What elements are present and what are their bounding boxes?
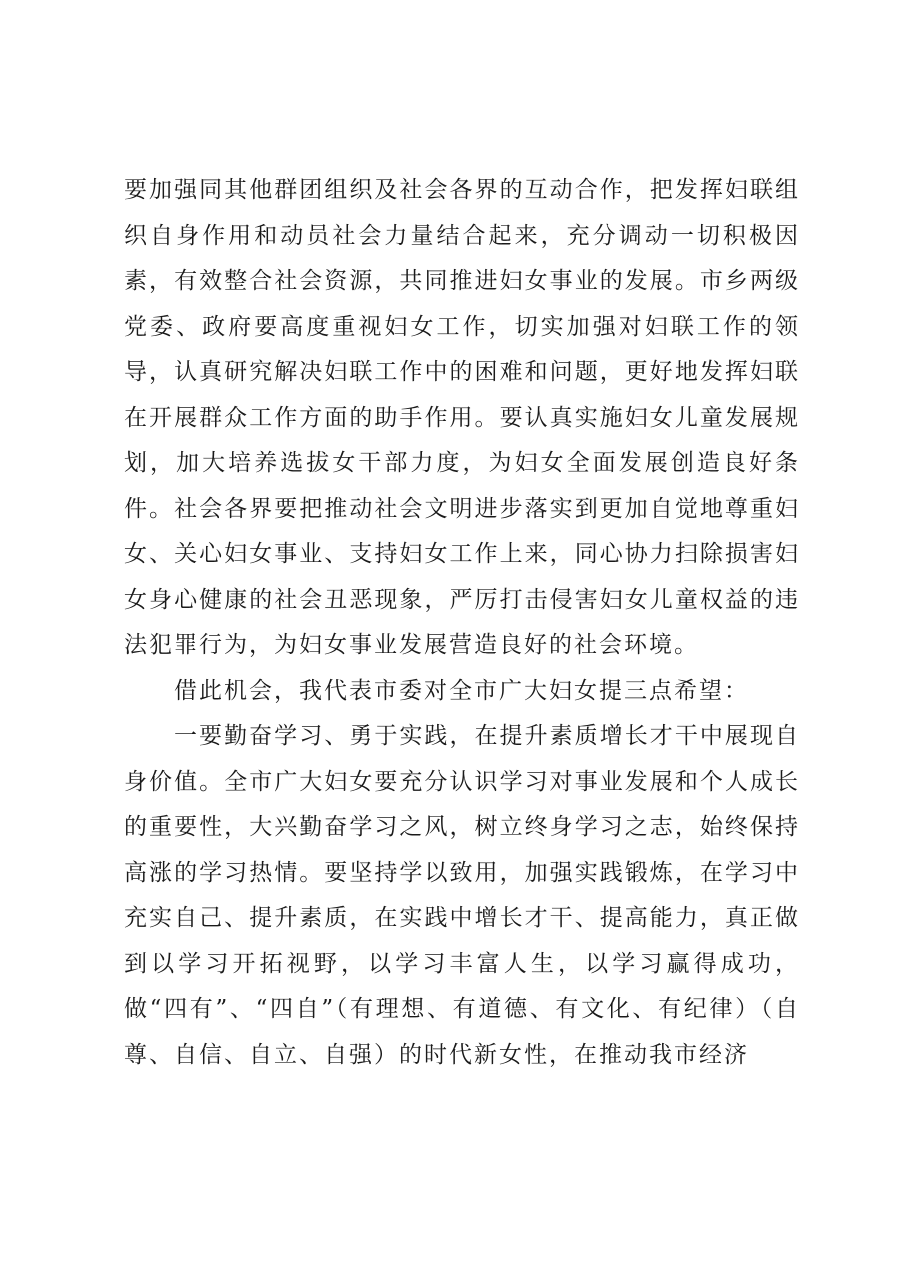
paragraph-continuation: 要加强同其他群团组织及社会各界的互动合作，把发挥妇联组织自身作用和动员社会力量结合起来，充分调动一切积极因素，有效整合社会资源，共同推进妇女事业的发展。市乡两级党委、政府要高度重视妇女工作，切实加强对妇联工作的领导，认真研究解决妇联工作中的困难和问题，更好地发挥妇联在开展群众工作方面的助手作用。要认真实施妇女儿童发展规划，加大培养选拔女干部力度，为妇女全面发展创造良好条件。社会各界要把推动社会文明进步落实到更加自觉地尊重妇女、关心妇女事业、支持妇女工作上来，同心协力扫除损害妇女身心健康的社会丑恶现象，严厉打击侵害妇女儿童权益的违法犯罪行为，为妇女事业发展营造良好的社会环境。	[124, 177, 800, 658]
paragraph-first-hope: 一要勤奋学习、勇于实践，在提升素质增长才干中展现自身价值。全市广大妇女要充分认识学习对事业发展和个人成长的重要性，大兴勤奋学习之风，树立终身学习之志，始终保持高涨的学习热情。要坚持学以致用，加强实践锻炼，在学习中充实自己、提升素质，在实践中增长才干、提高能力，真正做到以学习开拓视野，以学习丰富人生，以学习赢得成功，做“四有”、“四自”（有理想、有道德、有文化、有纪律）（自尊、自信、自立、自强）的时代新女性，在推动我市经济	[124, 723, 800, 1068]
paragraph-hopes-intro: 借此机会，我代表市委对全市广大妇女提三点希望：	[174, 677, 749, 704]
document-body	[124, 168, 800, 1078]
